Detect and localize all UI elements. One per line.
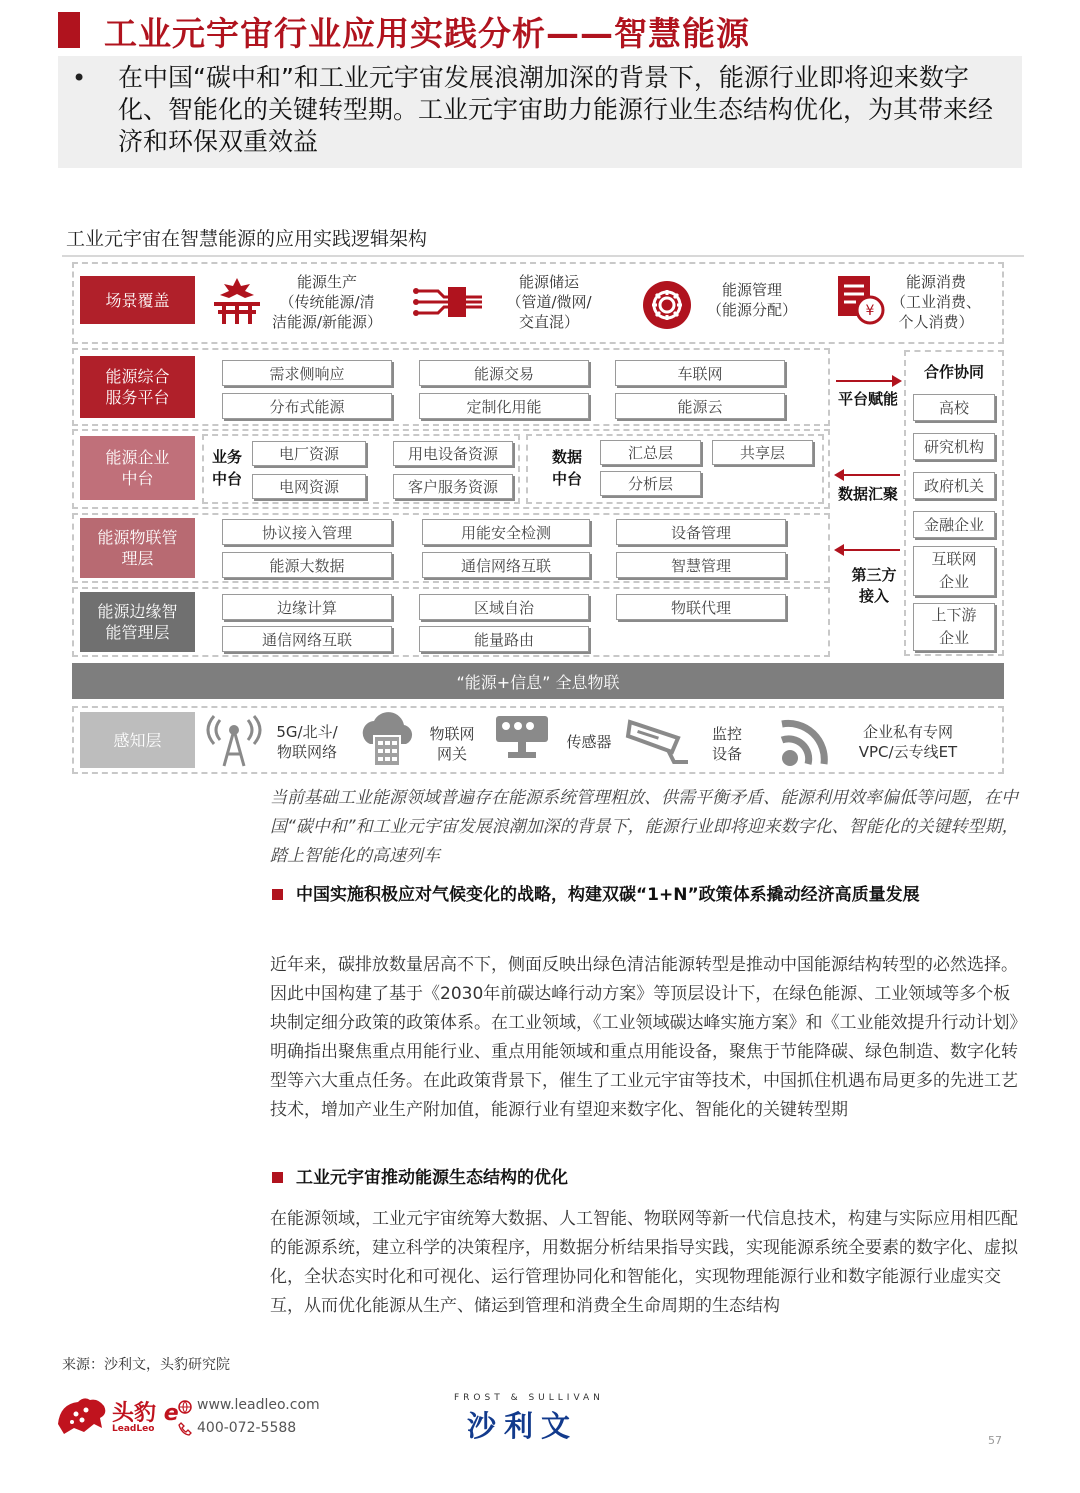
enterprise-label: 能源企业 中台 <box>80 436 195 500</box>
title-accent-bar <box>58 12 80 48</box>
business-platform-label: 业务 中台 <box>211 448 242 488</box>
iot-label: 能源物联管 理层 <box>80 518 195 578</box>
cell-energy-trading: 能源交易 <box>419 360 589 386</box>
sensing-monitoring: 监控 设备 <box>711 725 742 763</box>
cell-edge-network: 通信网络互联 <box>222 626 392 652</box>
arrow-left-icon <box>834 468 902 482</box>
globe-icon <box>178 1400 192 1414</box>
summary-text: 在中国“碳中和”和工业元宇宙发展浪潮加深的背景下，能源行业即将迎来数字化、智能化的关键转型期。工业元宇宙助力能源行业生态结构优化，为其带来经济和环保双重效益 <box>118 63 994 156</box>
sensing-5g-beidou: 5G/北斗/ 物联网络 <box>276 723 338 761</box>
diagram-title: 工业元宇宙在智慧能源的应用实践逻辑架构 <box>66 228 428 250</box>
cell-energy-big-data: 能源大数据 <box>222 552 392 578</box>
section-heading-2: 工业元宇宙推动能源生态结构的优化 <box>272 1164 1020 1193</box>
logo-english: LeadLeo <box>112 1424 155 1434</box>
cell-demand-response: 需求侧响应 <box>222 360 392 386</box>
summary-bullet: • <box>72 64 87 92</box>
cell-sharing-layer: 共享层 <box>712 440 813 465</box>
scene-energy-storage: 能源储运 （管道/微网/ 交直混） <box>506 273 592 331</box>
arrow-right-icon <box>834 374 902 388</box>
coop-internet-company: 互联网 企业 <box>913 546 995 596</box>
cell-power-plant-resource: 电厂资源 <box>252 441 366 466</box>
coop-research-institute: 研究机构 <box>913 433 995 460</box>
cell-grid-resource: 电网资源 <box>252 474 366 499</box>
leopard-logo-icon <box>54 1394 110 1438</box>
sullivan-cn-logo: 沙利文 <box>467 1409 579 1443</box>
sensor-icon <box>494 714 550 762</box>
cell-vehicle-network: 车联网 <box>615 360 785 386</box>
cell-protocol-access: 协议接入管理 <box>222 519 392 545</box>
section-marker <box>272 1172 283 1183</box>
holographic-iot-ribbon: “能源+信息” 全息物联 <box>72 663 1004 699</box>
sensing-iot-gateway: 物联网 网关 <box>429 725 475 763</box>
phone-icon <box>178 1422 192 1436</box>
cell-smart-management: 智慧管理 <box>616 552 786 578</box>
section-heading-1: 中国实施积极应对气候变化的战略，构建双碳“1+N”政策体系撬动经济高质量发展 <box>272 881 1020 910</box>
sensing-private-network: 企业私有专网 VPC/云专线ET <box>858 723 958 761</box>
power-plant-icon <box>210 278 264 324</box>
antenna-icon <box>206 714 262 768</box>
signal-icon <box>778 712 838 768</box>
camera-icon <box>624 712 692 766</box>
cell-custom-energy: 定制化用能 <box>419 393 589 419</box>
circuit-icon <box>412 283 484 321</box>
coop-government: 政府机关 <box>913 472 995 499</box>
frost-sullivan-logo: FROST & SULLIVAN <box>454 1393 604 1403</box>
svg-text:¥: ¥ <box>865 303 875 319</box>
cell-equipment-resource: 用电设备资源 <box>393 441 513 466</box>
gear-icon <box>636 280 698 330</box>
cell-energy-routing: 能量路由 <box>419 626 589 652</box>
page-title: 工业元宇宙行业应用实践分析——智慧能源 <box>104 14 750 53</box>
diagram-caption: 当前基础工业能源领域普遍存在能源系统管理粗放、供需平衡矛盾、能源利用效率偏低等问题，在中国“碳中和”和工业元宇宙发展浪潮加深的背景下，能源行业即将迎来数字化、智能化的关键转型期，踏上智能化的高速列车 <box>270 788 1019 866</box>
section-marker <box>272 889 283 900</box>
section-body-1: 近年来，碳排放数量居高不下，侧面反映出绿色清洁能源转型是推动中国能源结构转型的必然选择。因此中国构建了基于《2030年前碳达峰行动方案》等顶层设计下，在绿色能源、工业领域等多个板块制定细分政策的政策体系。在工业领域，《工业领域碳达峰实施方案》和《工业能效提升行动计划》明确指出聚焦重点用能行业、重点用能领域和重点用能设备，聚焦于节能降碳、绿色制造、数字化转型等六大重点任务。在此政策背景下，催生了工业元宇宙等技术，中国抓住机遇布局更多的先进工艺技术，增加产业生产附加值，能源行业有望迎来数字化、智能化的关键转型期 <box>270 955 1018 1120</box>
platform-label: 能源综合 服务平台 <box>80 356 195 418</box>
cell-network-interconnect: 通信网络互联 <box>422 552 590 578</box>
cell-regional-autonomy: 区域自治 <box>419 594 589 620</box>
data-platform-label: 数据 中台 <box>551 448 582 488</box>
page-number: 57 <box>988 1434 1002 1447</box>
diagram-title-divider <box>62 255 1024 257</box>
scene-energy-management: 能源管理 （能源分配） <box>706 281 797 319</box>
coop-university: 高校 <box>913 394 995 421</box>
sensing-sensor: 传感器 <box>566 733 612 751</box>
invoice-icon <box>834 274 886 326</box>
source-note: 来源：沙利文，头豹研究院 <box>62 1357 230 1373</box>
coop-supply-chain: 上下游 企业 <box>913 603 995 651</box>
cell-iot-agent: 物联代理 <box>616 594 786 620</box>
cloud-gateway-icon <box>356 710 418 768</box>
summary-box <box>58 56 1022 168</box>
data-gather-label: 数据汇聚 <box>837 485 898 503</box>
cell-edge-computing: 边缘计算 <box>222 594 392 620</box>
cell-analysis-layer: 分析层 <box>600 471 701 496</box>
cell-customer-service-resource: 客户服务资源 <box>393 474 513 499</box>
sensing-label: 感知层 <box>80 712 195 768</box>
scene-energy-consumption: 能源消费 （工业消费、 个人消费） <box>890 273 981 331</box>
coop-finance: 金融企业 <box>913 511 995 538</box>
scene-energy-production: 能源生产 （传统能源/清 洁能源/新能源） <box>271 273 383 331</box>
cell-safety-detection: 用能安全检测 <box>422 519 590 545</box>
cell-distributed-energy: 分布式能源 <box>222 393 392 419</box>
cell-device-management: 设备管理 <box>616 519 786 545</box>
logo-text: 头豹 e <box>112 1401 179 1426</box>
empower-label: 平台赋能 <box>837 390 898 408</box>
cooperation-title: 合作协同 <box>923 363 984 381</box>
cell-summary-layer: 汇总层 <box>600 440 701 465</box>
footer-url[interactable]: www.leadleo.com <box>197 1397 320 1413</box>
cell-energy-cloud: 能源云 <box>615 393 785 419</box>
footer-phone: 400-072-5588 <box>197 1420 297 1436</box>
third-party-label: 第三方 接入 <box>851 566 897 605</box>
edge-label: 能源边缘智 能管理层 <box>80 592 195 652</box>
arrow-left-icon <box>834 543 902 557</box>
scene-label: 场景覆盖 <box>80 276 195 324</box>
section-body-2: 在能源领域，工业元宇宙统筹大数据、人工智能、物联网等新一代信息技术，构建与实际应用相匹配的能源系统，建立科学的决策程序，用数据分析结果指导实践，实现能源系统全要素的数字化、虚拟化，全状态实时化和可视化、运行管理协同化和智能化，实现物理能源行业和数字能源行业虚实交互，从而优化能源从生产、储运到管理和消费全生命周期的生态结构 <box>270 1209 1018 1316</box>
